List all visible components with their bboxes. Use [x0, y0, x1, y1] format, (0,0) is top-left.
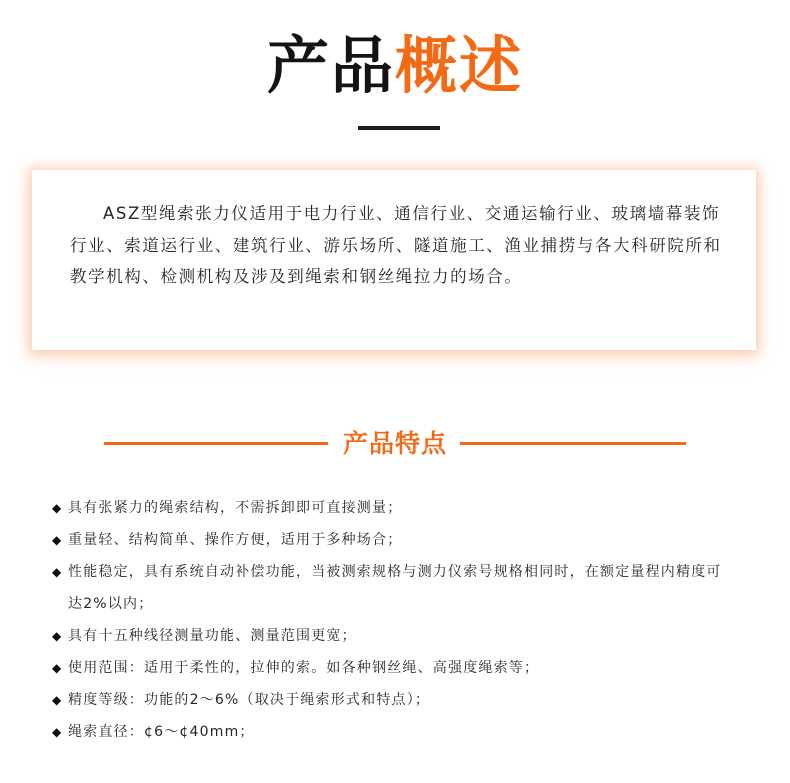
- page-title-part1: 产品: [266, 29, 395, 102]
- feature-item: [52, 620, 732, 652]
- diamond-bullet-icon: ◆: [52, 629, 63, 643]
- page-title: [0, 28, 790, 104]
- feature-text: 绳索直径：¢6～¢40mm；: [68, 724, 255, 740]
- diamond-bullet-icon: ◆: [52, 725, 63, 739]
- features-list: [52, 492, 732, 748]
- diamond-bullet-icon: ◆: [52, 501, 63, 515]
- feature-item: [52, 492, 732, 524]
- diamond-bullet-icon: ◆: [52, 533, 63, 547]
- feature-text: 重量轻、结构简单、操作方便，适用于多种场合；: [68, 532, 403, 548]
- feature-text: 性能稳定，具有系统自动补偿功能，当被测索规格与测力仪索号规格相同时，在额定量程内精度可达2%以内；: [68, 564, 722, 612]
- feature-text: 精度等级：功能的2～6%（取决于绳索形式和特点）；: [68, 692, 431, 708]
- feature-item: [52, 716, 732, 748]
- overview-text: ASZ型绳索张力仪适用于电力行业、通信行业、交通运输行业、玻璃墙幕装饰行业、索道运行业、建筑行业、游乐场所、隧道施工、渔业捕捞与各大科研院所和教学机构、检测机构及涉及到绳索和钢丝绳拉力的场合。: [70, 204, 722, 286]
- feature-item: [52, 556, 732, 620]
- feature-item: [52, 524, 732, 556]
- diamond-bullet-icon: ◆: [52, 565, 63, 579]
- diamond-bullet-icon: ◆: [52, 661, 63, 675]
- overview-card: [32, 170, 756, 350]
- feature-text: 具有十五种线径测量功能、测量范围更宽；: [68, 628, 357, 644]
- feature-item: [52, 652, 732, 684]
- features-heading: [0, 424, 790, 464]
- diamond-bullet-icon: ◆: [52, 693, 63, 707]
- feature-text: 具有张紧力的绳索结构，不需拆卸即可直接测量；: [68, 500, 403, 516]
- heading-rule-left: [104, 442, 328, 445]
- page-title-part2: 概述: [395, 29, 524, 102]
- features-title: 产品特点: [342, 429, 447, 458]
- heading-rule-right: [460, 442, 686, 445]
- title-underline: [358, 126, 440, 130]
- feature-text: 使用范围：适用于柔性的，拉伸的索。如各种钢丝绳、高强度绳索等；: [68, 660, 540, 676]
- feature-item: [52, 684, 732, 716]
